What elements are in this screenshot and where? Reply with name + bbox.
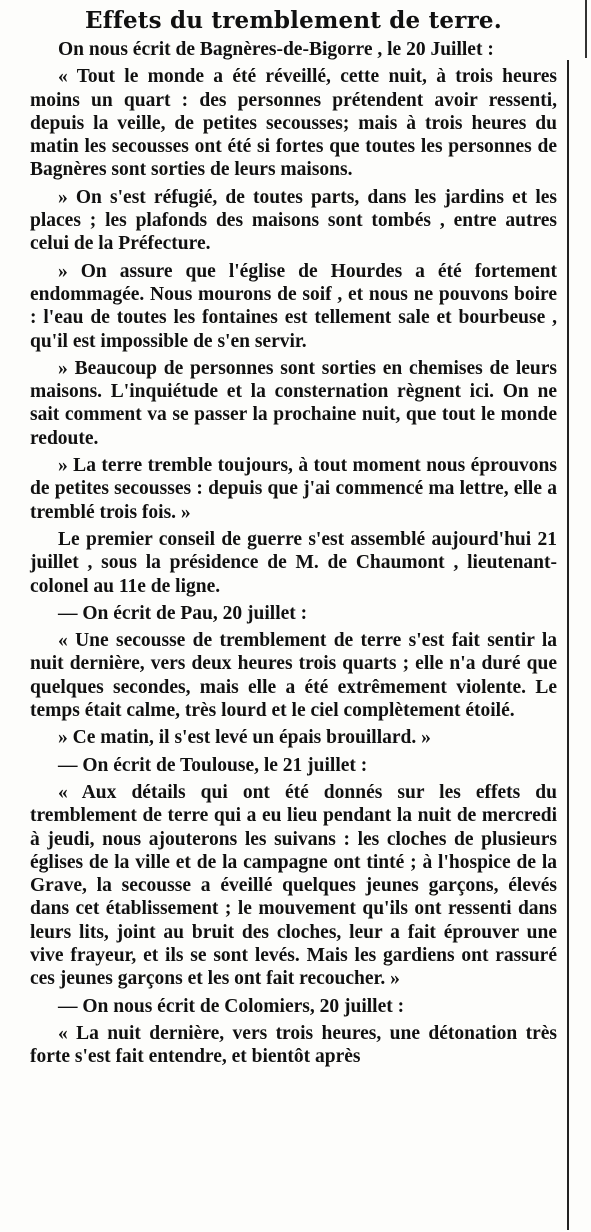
article-paragraph: » Ce matin, il s'est levé un épais brouillard. » <box>58 727 431 749</box>
article-paragraph: » La terre tremble toujours, à tout moment nous éprouvons de petites secousses : depuis que j'ai commencé ma lettre, elle a tremblé trois fois. » <box>30 455 557 523</box>
dateline-colomiers: — On nous écrit de Colomiers, 20 juillet : <box>58 995 405 1017</box>
article-title: Effets du tremblement de terre. <box>85 7 502 34</box>
article-paragraph: » On s'est réfugié, de toutes parts, dans les jardins et les places ; les plafonds des maisons sont tombés , entre autres celui de la Préfecture. <box>30 186 557 255</box>
article-paragraph: » On assure que l'église de Hourdes a été fortement endommagée. Nous mourons de soif , et nous ne pouvons boire : l'eau de toutes les fontaines est tellement sale et bourbeuse , qu'il est impossible de s'en servir. <box>30 260 557 352</box>
dateline-toulouse: — On écrit de Toulouse, le 21 juillet : <box>58 754 368 776</box>
article-column <box>30 6 557 1072</box>
article-paragraph: « Aux détails qui ont été donnés sur les effets du tremblement de terre qui a eu lieu pendant la nuit de mercredi à jeudi, nous ajouterons les suivans : les cloches de plusieurs églises de la ville et de la campagne ont tinté ; à l'hospice de la Grave, la secousse a éveillé quelques jeunes garçons, élevés dans cet établissement ; le mouvement qu'ils ont ressenti dans leurs lits, joint au bruit des cloches, leur a fait éprouver une vive frayeur, et ils se sont levés. Mais les gardiens ont rassuré ces jeunes garçons et les ont fait recoucher. » <box>30 781 557 990</box>
column-rule-top <box>585 0 587 58</box>
article-paragraph: « La nuit dernière, vers trois heures, une détonation très forte s'est fait entendre, et bientôt après <box>30 1022 557 1068</box>
dateline-pau: — On écrit de Pau, 20 juillet : <box>58 602 308 624</box>
article-paragraph: » Beaucoup de personnes sont sorties en chemises de leurs maisons. L'inquiétude et la consternation règnent ici. On ne sait comment va se passer la prochaine nuit, que tout le monde redoute. <box>30 357 557 449</box>
article-paragraph: « Tout le monde a été réveillé, cette nuit, à trois heures moins un quart : des personnes prétendent avoir ressenti, depuis la veille, de petites secousses; mais à trois heures du matin les secousses ont été si fortes que toutes les personnes de Bagnères sont sorties de leurs maisons. <box>30 66 557 181</box>
article-paragraph: On nous écrit de Bagnères-de-Bigorre , le 20 Juillet : <box>58 39 494 60</box>
column-rule <box>567 60 569 1230</box>
article-paragraph: Le premier conseil de guerre s'est assemblé aujourd'hui 21 juillet , sous la présidence de M. de Chaumont , lieutenant-colonel au 11e de ligne. <box>30 528 557 597</box>
article-paragraph: « Une secousse de tremblement de terre s'est fait sentir la nuit dernière, vers deux heures trois quarts ; elle n'a duré que quelques secondes, mais elle a été extrêmement violente. Le temps était calme, très lourd et le ciel complètement étoilé. <box>30 630 557 722</box>
